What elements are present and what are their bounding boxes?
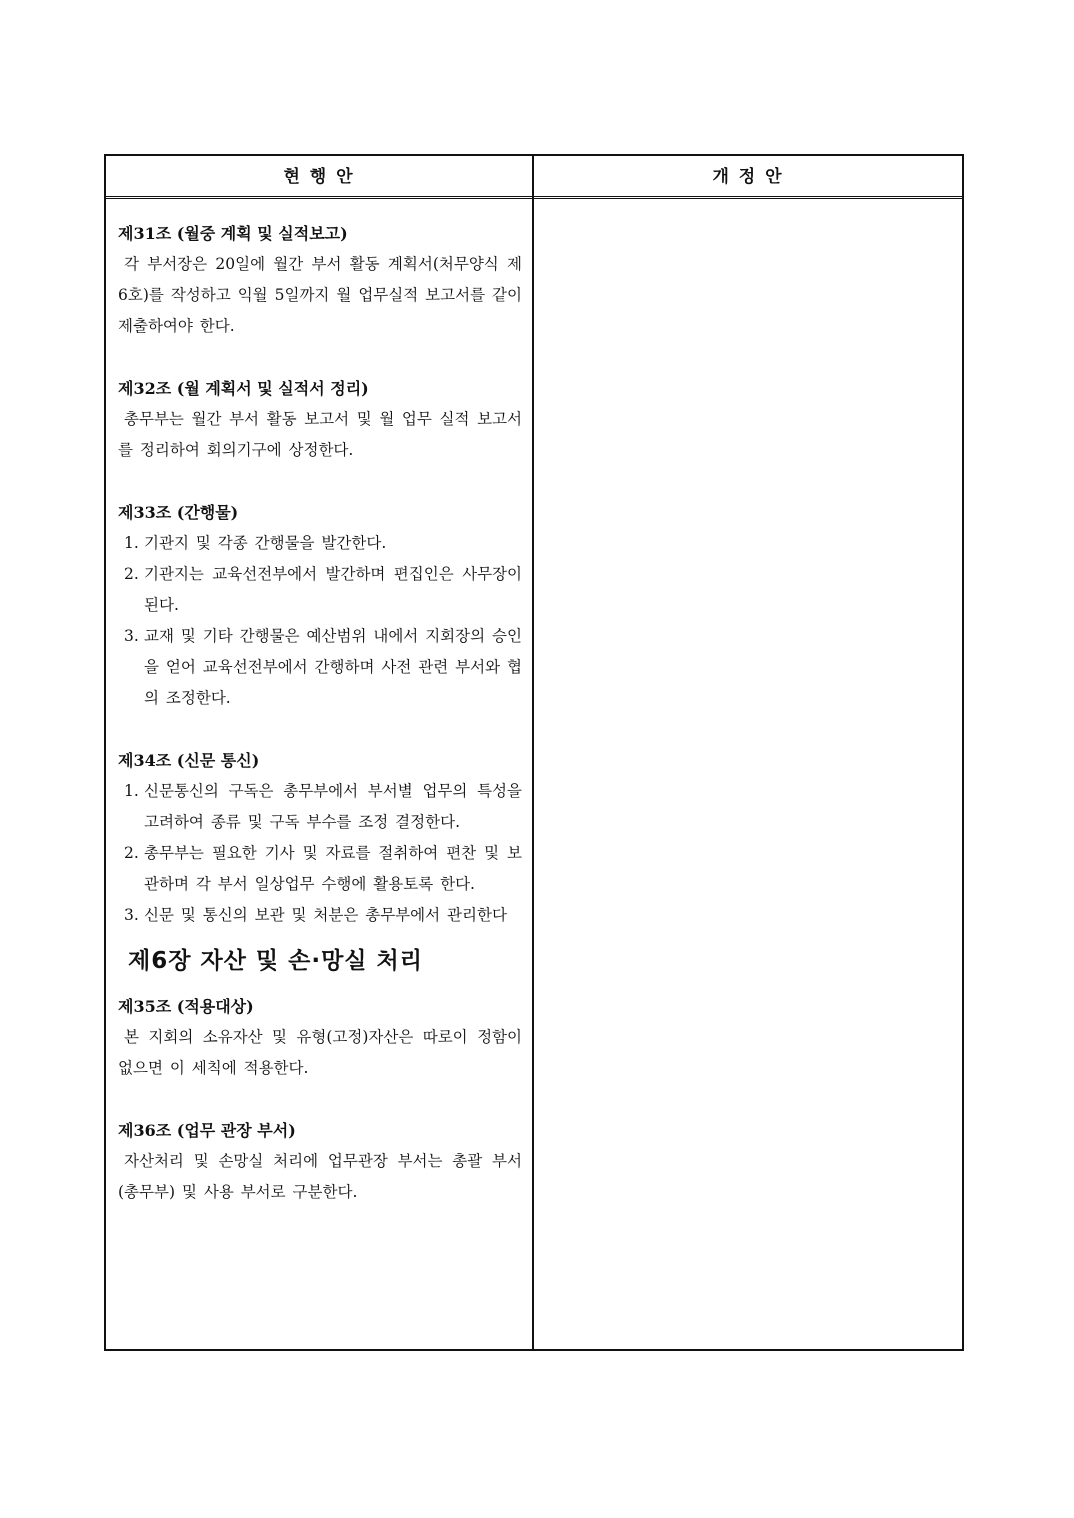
list-item: 2. 총무부는 필요한 기사 및 자료를 절취하여 편찬 및 보관하며 각 부서 일상업무 수행에 활용토록 한다. bbox=[124, 844, 522, 893]
article-31-text: 각 부서장은 20일에 월간 부서 활동 계획서(처무양식 제6호)를 작성하고 익월 5일까지 월 업무실적 보고서를 같이 제출하여야 한다. bbox=[118, 255, 522, 335]
header-revised: 개 정 안 bbox=[712, 167, 784, 187]
article-36-text: 자산처리 및 손망실 처리에 업무관장 부서는 총괄 부서(총무부) 및 사용 부서로 구분한다. bbox=[118, 1152, 522, 1201]
article-32-title: 제32조 (월 계획서 및 실적서 정리) bbox=[118, 379, 369, 398]
article-33-items bbox=[118, 528, 522, 714]
article-36-title: 제36조 (업무 관장 부서) bbox=[118, 1121, 296, 1140]
article-33-title: 제33조 (간행물) bbox=[118, 503, 239, 522]
list-item: 1. 기관지 및 각종 간행물을 발간한다. bbox=[124, 534, 387, 552]
list-item: 1. 신문통신의 구독은 총무부에서 부서별 업무의 특성을 고려하여 종류 및 구독 부수를 조정 결정한다. bbox=[124, 782, 522, 831]
article-34-title: 제34조 (신문 통신) bbox=[118, 751, 260, 770]
current-column bbox=[118, 218, 522, 1208]
comparison-table bbox=[104, 154, 964, 1351]
column-divider bbox=[532, 156, 534, 1349]
header-divider bbox=[106, 196, 962, 199]
header-current: 현 행 안 bbox=[283, 167, 355, 187]
list-item: 2. 기관지는 교육선전부에서 발간하며 편집인은 사무장이 된다. bbox=[124, 565, 522, 614]
article-31-title: 제31조 (월중 계획 및 실적보고) bbox=[118, 224, 348, 243]
article-34-items bbox=[118, 776, 522, 931]
article-32-text: 총무부는 월간 부서 활동 보고서 및 월 업무 실적 보고서를 정리하여 회의기구에 상정한다. bbox=[118, 410, 522, 459]
list-item: 3. 신문 및 통신의 보관 및 처분은 총무부에서 관리한다 bbox=[124, 906, 507, 924]
chapter-6-heading: 제6장 자산 및 손·망실 처리 bbox=[128, 948, 423, 974]
article-35-text: 본 지회의 소유자산 및 유형(고정)자산은 따로이 정함이 없으면 이 세칙에 적용한다. bbox=[118, 1028, 522, 1077]
article-35-title: 제35조 (적용대상) bbox=[118, 997, 254, 1016]
list-item: 3. 교재 및 기타 간행물은 예산범위 내에서 지회장의 승인을 얻어 교육선전부에서 간행하며 사전 관련 부서와 협의 조정한다. bbox=[124, 627, 522, 707]
